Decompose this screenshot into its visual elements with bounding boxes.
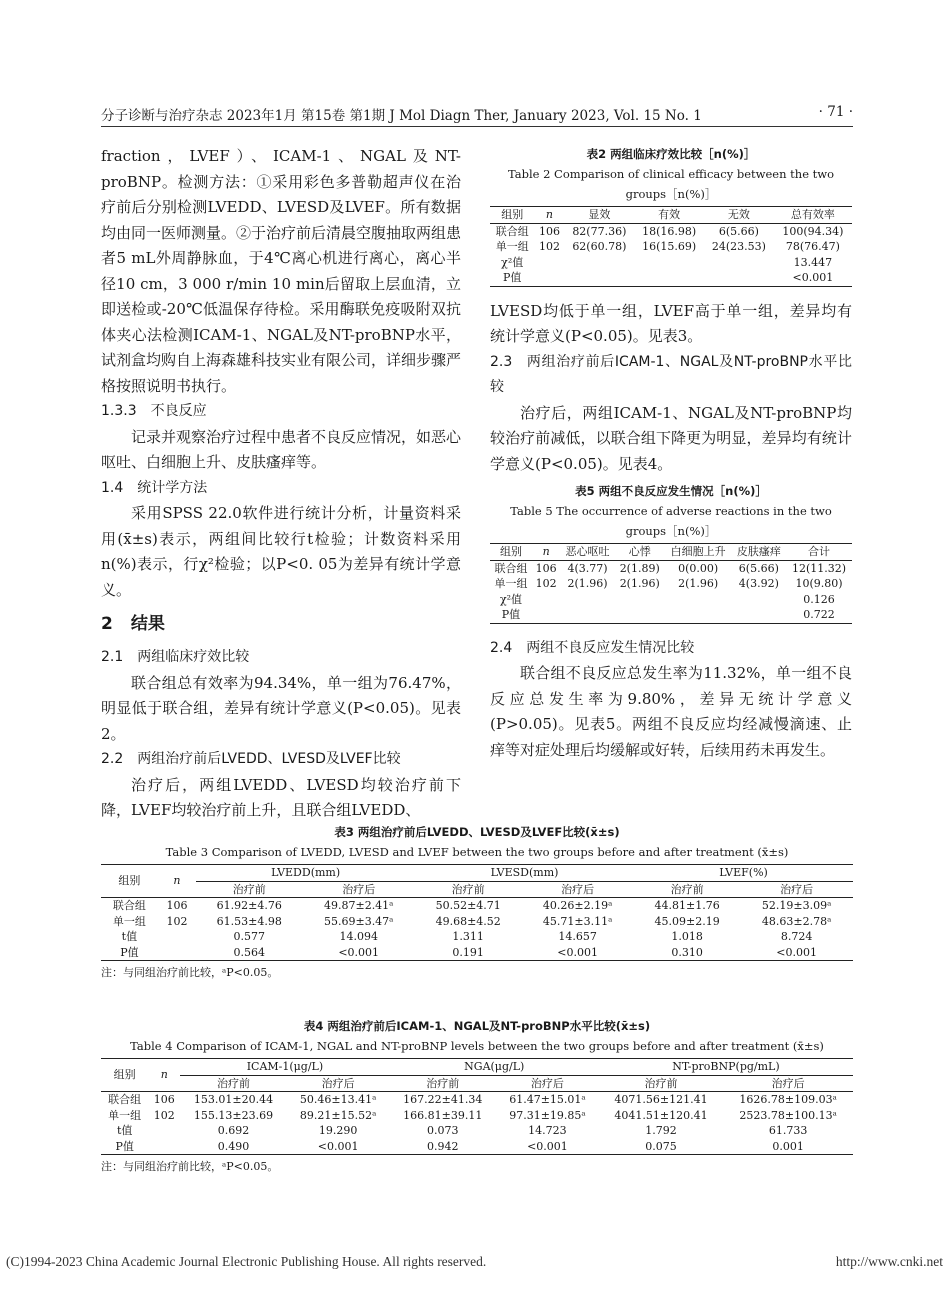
heading-1-3-3 — [101, 399, 461, 425]
section-title: 结果 — [130, 614, 165, 634]
table-cell: <0.001 — [740, 945, 853, 961]
page-number: · 71 · — [818, 104, 853, 120]
paragraph-adverse: 记录并观察治疗过程中患者不良反应情况，如恶心呕吐、白细胞上升、皮肤瘙痒等。 — [101, 427, 462, 471]
heading-2-1 — [101, 645, 461, 671]
table-3 — [101, 864, 853, 961]
table-row — [490, 270, 852, 286]
table-cell: 61.733 — [768, 1124, 808, 1137]
heading-2-4 — [490, 636, 852, 662]
table-cell — [532, 592, 560, 608]
table-header: 组别 — [101, 1059, 148, 1092]
table-cell: 0.126 — [803, 592, 835, 606]
table-header: 治疗前 — [196, 881, 302, 898]
table-cell: 106 — [538, 224, 560, 238]
table-row — [101, 1123, 853, 1139]
table-cell: P值 — [490, 270, 534, 286]
table-cell — [158, 945, 196, 961]
table-cell: <0.001 — [774, 270, 852, 286]
table-cell — [704, 270, 774, 286]
table-cell: 100(94.34) — [782, 224, 844, 238]
table-cell: 0.310 — [634, 945, 740, 961]
table4-block — [101, 1016, 853, 1175]
table-cell: 166.81±39.11 — [403, 1108, 483, 1122]
section-number: 1.4 — [101, 479, 124, 496]
table-cell: P值 — [490, 607, 532, 623]
table-group-header: LVEDD(mm) — [196, 865, 415, 882]
table-cell: 0.564 — [196, 945, 302, 961]
table-cell: 0.001 — [723, 1139, 853, 1155]
table-header: 治疗前 — [634, 881, 740, 898]
table2-caption-en: Table 2 Comparison of clinical efficacy between the two groups［n(%)］ — [507, 167, 835, 201]
table-cell: 40.26±2.19ᵃ — [542, 899, 613, 912]
section-title: 两组不良反应发生情况比较 — [526, 639, 695, 656]
table-cell: 62(60.78) — [572, 240, 627, 253]
table-cell: 55.69±3.47ᵃ — [323, 914, 394, 928]
footer-url: http://www.cnki.net — [835, 1254, 943, 1269]
table-header: n — [158, 865, 196, 898]
table-cell: 0.942 — [390, 1139, 496, 1155]
table-cell: 0.692 — [217, 1124, 250, 1137]
table-row — [101, 1108, 853, 1124]
table-cell: 4041.51±120.41 — [614, 1108, 708, 1122]
table-cell: 0.577 — [233, 930, 265, 943]
paragraph-efficacy: 联合组总有效率为94.34%，单一组为76.47%，明显低于联合组，差异有统计学意义(P<0.05)。见表2。 — [101, 673, 461, 743]
section-title: 两组治疗前后ICAM-1、NGAL及NT-proBNP水平比较 — [490, 353, 852, 395]
table-group-header: NT-proBNP(pg/mL) — [599, 1059, 853, 1076]
table-cell — [634, 270, 704, 286]
table-cell: 2(1.96) — [619, 577, 660, 590]
table-group-header: LVESD(mm) — [415, 865, 634, 882]
table-cell — [560, 592, 614, 608]
table-cell: 167.22±41.34 — [403, 1093, 483, 1106]
table-cell — [532, 607, 560, 623]
table-header: 有效 — [634, 207, 704, 224]
table-header: 皮肤瘙痒 — [732, 544, 786, 561]
table-cell: 0.073 — [427, 1124, 459, 1137]
table-cell: t值 — [121, 930, 138, 943]
table-cell — [148, 1123, 180, 1139]
table-cell: 44.81±1.76 — [654, 899, 720, 912]
running-header — [101, 104, 853, 124]
table-header: 治疗前 — [390, 1075, 496, 1092]
table5-caption-zh: 表5 两组不良反应发生情况［n(%)］ — [575, 484, 767, 498]
table-cell: χ²值 — [501, 255, 524, 269]
table3-block — [101, 822, 853, 981]
table-group-header: LVEF(%) — [634, 865, 853, 882]
table-cell: χ²值 — [499, 592, 523, 606]
table-4 — [101, 1058, 853, 1155]
table-header: 治疗后 — [740, 881, 853, 898]
table-cell: 0.490 — [180, 1139, 286, 1155]
table-cell: 2(1.89) — [619, 561, 660, 575]
table-cell — [158, 929, 196, 945]
table-row — [490, 576, 852, 592]
table-header: 治疗前 — [599, 1075, 723, 1092]
table-cell: 4(3.92) — [738, 577, 779, 590]
table-cell: 0.191 — [415, 945, 521, 961]
section-number: 1.3.3 — [101, 403, 137, 419]
table-header: n — [534, 207, 564, 224]
table-cell — [732, 592, 786, 608]
table3-caption-en: Table 3 Comparison of LVEDD, LVESD and LVEF between the two groups before and after treatment (x̄±s) — [165, 845, 789, 859]
table4-note: 注：与同组治疗前比较，ᵃP<0.05。 — [101, 1160, 279, 1173]
table-header: 心悸 — [615, 544, 665, 561]
paragraph-statistics: 采用SPSS 22.0软件进行统计分析，计量资料采用(x̄±s)表示，两组间比较行t检验；计数资料采用n(%)表示，行χ²检验；以P<0. 05为差异有统计学意义。 — [101, 504, 461, 599]
table-cell: 89.21±15.52ᵃ — [299, 1108, 377, 1122]
table-cell: 45.09±2.19 — [654, 914, 720, 928]
table-cell: 48.63±2.78ᵃ — [761, 914, 832, 928]
table-cell: 单一组 — [494, 577, 528, 590]
table-cell: 4071.56±121.41 — [614, 1093, 708, 1106]
table-cell — [732, 607, 786, 623]
table-cell: 61.53±4.98 — [216, 914, 282, 928]
table-cell — [534, 255, 564, 271]
table-cell: 50.52±4.71 — [435, 899, 501, 912]
table-cell: 18(16.98) — [642, 224, 697, 238]
table-cell — [564, 270, 634, 286]
table-cell: 82(77.36) — [572, 224, 627, 238]
table-cell — [148, 1139, 180, 1155]
table-header: n — [532, 544, 560, 561]
table-row — [101, 898, 853, 914]
table-cell: 106 — [166, 899, 188, 912]
section-title: 不良反应 — [150, 403, 207, 419]
table-cell: 102 — [166, 914, 188, 928]
table-cell: 14.657 — [558, 930, 597, 943]
table-header: 合计 — [786, 544, 852, 561]
table-header: 治疗后 — [723, 1075, 853, 1092]
section-number: 2.4 — [490, 639, 513, 656]
table-cell: 1626.78±109.03ᵃ — [739, 1093, 837, 1106]
section-number: 2 — [101, 614, 113, 634]
section-title: 两组临床疗效比较 — [137, 649, 250, 665]
table-group-header: ICAM-1(μg/L) — [180, 1059, 389, 1076]
table-header: 治疗后 — [287, 1075, 390, 1092]
table-header: 组别 — [490, 544, 532, 561]
table-cell: 19.290 — [318, 1124, 358, 1137]
heading-1-4 — [101, 476, 461, 502]
table-header: 治疗后 — [521, 881, 634, 898]
section-title: 统计学方法 — [137, 479, 208, 496]
table-header: 显效 — [564, 207, 634, 224]
section-title: 两组治疗前后LVEDD、LVESD及LVEF比较 — [137, 751, 401, 767]
table-cell: 联合组 — [494, 561, 528, 575]
table-header: n — [148, 1059, 180, 1092]
paragraph-methods: fraction，LVEF）、ICAM-1、NGAL及NT-proBNP。检测方法：①采用彩色多普勒超声仪在治疗前后分别检测LVEDD、LVESD及LVEF。所有数据均由同一医师测量。②于治疗前后清晨空腹抽取两组患者5 mL外周静脉血，于4℃离心机进行离心，离心半径10 cm，3 000 r/min 10 min后留取上层血清，立即送检或-20℃低温保存待检。采用酶联免疫吸附双抗体夹心法检测ICAM-1、NGAL及NT-proBNP水平，试剂盒均购自上海森雄科技实业有限公司，详细步骤严格按照说明书执行。 — [101, 147, 462, 395]
table-row — [490, 223, 852, 239]
table-cell — [560, 607, 614, 623]
table-row — [490, 607, 852, 623]
table-row — [101, 1139, 853, 1155]
table-header: 总有效率 — [774, 207, 852, 224]
journal-info: 分子诊断与治疗杂志 2023年1月 第15卷 第1期 J Mol Diagn Ther, January 2023, Vol. 15 No. 1 — [101, 108, 702, 124]
table-cell: 61.47±15.01ᵃ — [509, 1093, 586, 1106]
table-header: 组别 — [490, 207, 534, 224]
table-cell: P值 — [101, 945, 158, 961]
table-cell: 153.01±20.44 — [193, 1093, 274, 1106]
table-cell: 106 — [153, 1093, 175, 1106]
table-cell: 102 — [538, 240, 560, 253]
table-cell: 13.447 — [793, 255, 833, 269]
table-cell: 24(23.53) — [711, 240, 766, 253]
table-header: 治疗前 — [415, 881, 521, 898]
table-cell: <0.001 — [496, 1139, 599, 1155]
table-cell: 联合组 — [495, 224, 529, 238]
table4-caption-zh: 表4 两组治疗前后ICAM-1、NGAL及NT-proBNP水平比较(x̄±s) — [303, 1019, 651, 1033]
table-cell: 16(15.69) — [642, 240, 697, 253]
table-cell: 单一组 — [495, 240, 529, 253]
table4-caption-en: Table 4 Comparison of ICAM-1, NGAL and NT-proBNP levels between the two groups before and after treatment (x̄±s) — [130, 1039, 824, 1053]
table-cell: 6(5.66) — [718, 224, 759, 238]
table-cell — [665, 592, 732, 608]
table-cell: 2(1.96) — [567, 577, 608, 590]
table-cell: 单一组 — [108, 1108, 142, 1122]
paragraph-lvesd: LVESD均低于单一组，LVEF高于单一组，差异均有统计学意义(P<0.05)。见表3。 — [490, 301, 852, 345]
table-cell: 联合组 — [108, 1093, 142, 1106]
table-cell: 52.19±3.09ᵃ — [761, 899, 832, 912]
table-cell: 1.018 — [671, 930, 703, 943]
table-cell: t值 — [116, 1124, 133, 1137]
table-cell: 14.723 — [528, 1124, 567, 1137]
table-cell: 2523.78±100.13ᵃ — [739, 1108, 837, 1122]
table-cell — [615, 592, 665, 608]
section-number: 2.3 — [490, 353, 513, 370]
table-cell: 97.31±19.85ᵃ — [509, 1108, 586, 1122]
table-cell — [534, 270, 564, 286]
table-cell — [665, 607, 732, 623]
table-cell: 50.46±13.41ᵃ — [299, 1093, 377, 1106]
table3-note: 注：与同组治疗前比较，ᵃP<0.05。 — [101, 966, 279, 979]
right-column — [490, 144, 852, 763]
table-row — [101, 1092, 853, 1108]
heading-2-3 — [490, 350, 852, 401]
table-cell: 14.094 — [339, 930, 378, 943]
paragraph-cardiac: 治疗后，两组LVEDD、LVESD均较治疗前下降，LVEF均较治疗前上升，且联合组LVEDD、 — [101, 775, 461, 819]
table2-caption-zh: 表2 两组临床疗效比较［n(%)］ — [586, 147, 756, 161]
table-cell: 8.724 — [780, 930, 813, 943]
table-cell — [564, 255, 634, 271]
table-cell: 0.075 — [599, 1139, 723, 1155]
table-5 — [490, 543, 852, 624]
table-cell — [704, 255, 774, 271]
table-row — [490, 560, 852, 576]
table-cell: 45.71±3.11ᵃ — [542, 914, 613, 928]
table-header: 无效 — [704, 207, 774, 224]
paragraph-adverse-results: 联合组不良反应总发生率为11.32%，单一组不良反应总发生率为9.80%，差异无统计学意义(P>0.05)。见表5。两组不良反应均经减慢滴速、止痒等对症处理后均缓解或好转，后续用药未再发生。 — [490, 664, 852, 759]
table-cell: 49.87±2.41ᵃ — [323, 899, 394, 912]
table-cell: 12(11.32) — [791, 561, 847, 575]
table-cell: 102 — [153, 1108, 175, 1122]
table-row — [101, 914, 853, 930]
table-cell: 78(76.47) — [785, 240, 840, 253]
table3-caption-zh: 表3 两组治疗前后LVEDD、LVESD及LVEF比较(x̄±s) — [334, 825, 620, 839]
table-cell: 1.792 — [645, 1124, 677, 1137]
heading-2-results — [101, 611, 461, 637]
table-row — [490, 255, 852, 271]
table-cell: 155.13±23.69 — [193, 1108, 274, 1122]
table-row — [490, 239, 852, 255]
table-cell: 2(1.96) — [678, 577, 719, 590]
table-header: 治疗前 — [180, 1075, 286, 1092]
table-group-header: NGA(μg/L) — [390, 1059, 599, 1076]
paragraph-biomarkers: 治疗后，两组ICAM-1、NGAL及NT-proBNP均较治疗前减低，以联合组下降更为明显，差异均有统计学意义(P<0.05)。见表4。 — [490, 403, 852, 473]
table-cell: 6(5.66) — [738, 561, 779, 575]
table-cell — [615, 607, 665, 623]
table-header: 治疗后 — [302, 881, 415, 898]
heading-2-2 — [101, 747, 461, 773]
table-cell: 106 — [535, 561, 557, 575]
table-cell: 0.722 — [786, 607, 852, 623]
header-rule — [101, 126, 853, 127]
table-cell: 10(9.80) — [795, 577, 843, 590]
table-cell: 61.92±4.76 — [216, 899, 282, 912]
table-header: 治疗后 — [496, 1075, 599, 1092]
table-row — [490, 592, 852, 608]
table-cell — [634, 255, 704, 271]
table-header: 恶心呕吐 — [560, 544, 614, 561]
table-cell: <0.001 — [521, 945, 634, 961]
table-cell: 联合组 — [112, 899, 146, 912]
table5-caption-en: Table 5 The occurrence of adverse reactions in the two groups［n(%)］ — [510, 504, 832, 538]
table-row — [101, 945, 853, 961]
table-cell: 单一组 — [112, 914, 146, 928]
table-cell: 102 — [535, 577, 557, 590]
table-cell: <0.001 — [287, 1139, 390, 1155]
table-row — [101, 929, 853, 945]
left-column — [101, 144, 461, 824]
table-header: 白细胞上升 — [665, 544, 732, 561]
table-cell: 49.68±4.52 — [435, 914, 501, 928]
section-number: 2.1 — [101, 649, 124, 665]
table-cell: 0(0.00) — [678, 561, 719, 575]
table-cell: 4(3.77) — [567, 561, 608, 575]
table-cell: P值 — [101, 1139, 148, 1155]
table-cell: <0.001 — [302, 945, 415, 961]
copyright-notice: (C)1994-2023 China Academic Journal Electronic Publishing House. All rights reserved. — [6, 1254, 487, 1269]
table-header: 组别 — [101, 865, 158, 898]
table-cell: 1.311 — [452, 930, 484, 943]
section-number: 2.2 — [101, 751, 124, 767]
table-2 — [490, 206, 852, 287]
